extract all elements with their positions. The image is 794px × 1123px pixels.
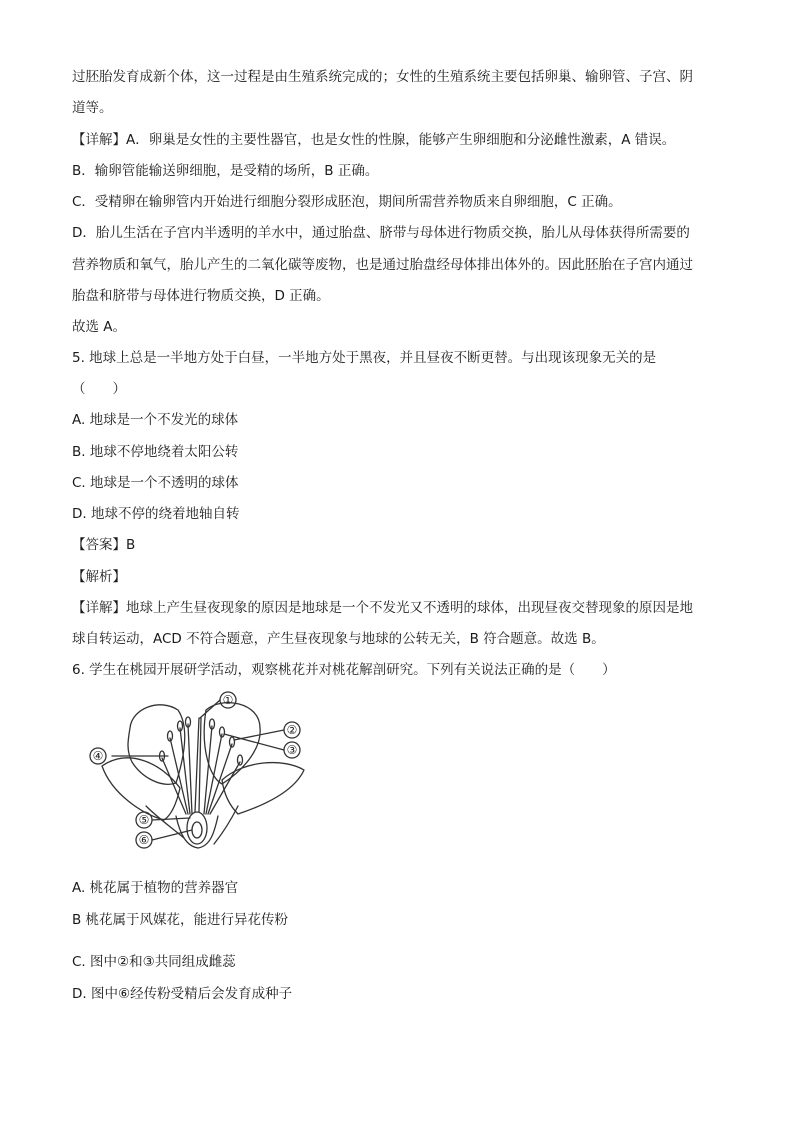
text-line: C．受精卵在输卵管内开始进行细胞分裂形成胚泡，期间所需营养物质来自卵细胞，C 正确。 [72, 194, 622, 210]
label-3: ③ [286, 743, 298, 757]
option-c: C. 地球是一个不透明的球体 [72, 475, 239, 491]
text-line: 球自转运动，ACD 不符合题意，产生昼夜现象与地球的公转无关，B 符合题意。故选 B。 [72, 631, 605, 647]
petal-left [128, 705, 185, 784]
petal-lower-right [222, 763, 304, 814]
text-line: 道等。 [72, 100, 113, 116]
sepal-right [214, 806, 238, 844]
option-a: A. 地球是一个不发光的球体 [72, 412, 239, 428]
text-line: B．输卵管能输送卵细胞，是受精的场所，B 正确。 [72, 163, 379, 179]
anther [238, 755, 243, 765]
text-line: D．胎儿生活在子宫内半透明的羊水中，通过胎盘、脐带与母体进行物质交换，胎儿从母体获得所需要的 [72, 225, 690, 241]
ovary [187, 812, 207, 844]
text-line: 【详解】地球上产生昼夜现象的原因是地球是一个不发光又不透明的球体，出现昼夜交替现象的原因是地 [72, 600, 693, 616]
answer: 【答案】B [72, 537, 136, 553]
label-2: ② [286, 723, 298, 737]
text-line: 营养物质和氧气，胎儿产生的二氧化碳等废物，也是通过胎盘经母体排出体外的。因此胚胎在子宫内通过 [72, 257, 693, 273]
petal-lower-left [102, 758, 180, 820]
option-d: D. 地球不停的绕着地轴自转 [72, 506, 240, 522]
style [195, 718, 201, 812]
label-1: ① [222, 693, 234, 707]
text-line: 过胚胎发育成新个体，这一过程是由生殖系统完成的；女性的生殖系统主要包括卵巢、输卵管、子宫、阴 [72, 69, 693, 85]
text-line: 【详解】A．卵巢是女性的主要性器官，也是女性的性腺，能够产生卵细胞和分泌雌性激素，A 错误。 [72, 132, 676, 148]
text-line: 故选 A。 [72, 319, 127, 335]
q6-option-c: C. 图中②和③共同组成雌蕊 [72, 954, 236, 970]
question-5-stem: 5. 地球上总是一半地方处于白昼，一半地方处于黑夜，并且昼夜不断更替。与出现该现象无关的是 [72, 350, 657, 366]
analysis-heading: 【解析】 [72, 569, 126, 585]
label-5: ⑤ [138, 813, 150, 827]
q6-option-d: D. 图中⑥经传粉受精后会发育成种子 [72, 986, 293, 1002]
option-b: B. 地球不停地绕着太阳公转 [72, 444, 239, 460]
text-line: 胎盘和脐带与母体进行物质交换，D 正确。 [72, 288, 330, 304]
label-6: ⑥ [138, 833, 150, 847]
q6-option-b: B 桃花属于风媒花，能进行异花传粉 [72, 912, 289, 928]
label-4: ④ [92, 749, 104, 763]
question-6-stem: 6. 学生在桃园开展研学活动，观察桃花并对桃花解剖研究。下列有关说法正确的是（ ） [72, 662, 616, 678]
peach-flower-diagram [72, 688, 312, 860]
question-5-paren: （ ） [72, 381, 126, 397]
q6-option-a: A. 桃花属于植物的营养器官 [72, 880, 239, 896]
ovule [192, 822, 202, 838]
